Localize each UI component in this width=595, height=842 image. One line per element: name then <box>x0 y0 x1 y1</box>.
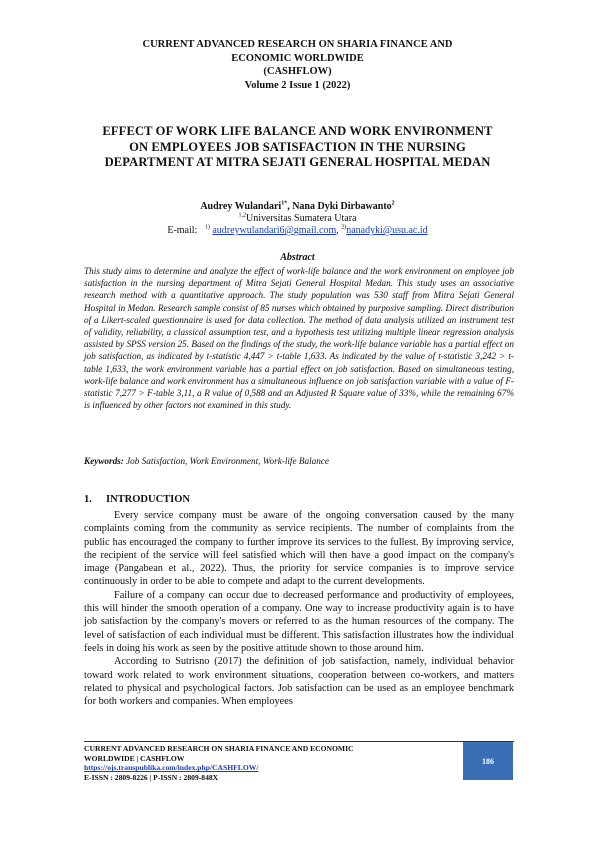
abstract-heading: Abstract <box>280 252 315 263</box>
affiliation-name: Universitas Sumatera Utara <box>245 213 357 224</box>
affiliation-mark: 1,2 <box>238 212 246 219</box>
paragraph: According to Sutrisno (2017) the definition of job satisfaction, namely, individual behavior toward work related to work environment situations, cooperation between co-workers, and matters related to physical and psychological factors. Job satisfaction can be used as an employee benchmark for both workers and companies. When employees <box>84 656 514 708</box>
footer-journal-line2: WORLDWIDE | CASHFLOW <box>84 753 185 763</box>
article-title: EFFECT OF WORK LIFE BALANCE AND WORK ENVIRONMENT ON EMPLOYEES JOB SATISFACTION IN THE NURSING DEPARTMENT AT MITRA SEJATI GENERAL HOSPITAL MEDAN <box>102 124 493 169</box>
author-block <box>60 201 535 237</box>
author-2: Nana Dyki Dirbawanto <box>292 201 392 212</box>
keywords-text: Job Satisfaction, Work Environment, Work-life Balance <box>123 456 329 466</box>
email-2-mark: 2) <box>341 224 347 231</box>
paragraph: Failure of a company can occur due to decreased performance and productivity of employees, this will hinder the smooth operation of a company. One way to increase productivity again is to have job satisfaction by the company's movers or referred to as the human resources of the company. The level of satisfaction of each individual must be different. This satisfaction illustrates how the individual feels in doing his work as seen by the positive attitude shown to those around him. <box>84 589 514 654</box>
email-separator: , <box>336 225 342 236</box>
email-line <box>60 225 535 237</box>
abstract-text: This study aims to determine and analyze the effect of work-life balance and the work environment on employee job satisfaction in the nursing department of Mitra Sejati General Hospital Medan. This study uses an associative research method with a quantitative approach. The study population was 530 staff from Mitra Sejati General Hospital in Medan. Research sample consist of 85 nurses which obtained by purposive sampling. Direct distribution of a Likert-scaled questionnaire is used for data collection. The method of data analysis utilized an instrument test of validity, reliability, a classical assumption test, and a hypothesis test utilizing multiple linear regression analysis assisted by SPSS version 25. Based on the findings of the study, the work-life balance variable has a partial effect on job satisfaction, as indicated by t-statistic 4,447 > t-table 1,633. As indicated by the value of t-statistic 3,242 > t-table 1,633, the work environment variable has a partial effect on job satisfaction. Based on simultaneous testing, work-life balance and work environment has a simultaneous influence on job satisfaction variable with a value of F-statistic 7,277 > F-table 3,11, a R value of 0,588 and an Adjusted R Square value of 33%, while the remaining 67% is influenced by other factors not examined in this study. <box>84 266 514 411</box>
page-number-badge: 186 <box>463 742 513 780</box>
email-1-link[interactable]: audreywulandari6@gmail.com <box>212 225 337 236</box>
author-2-mark: 2 <box>391 200 395 207</box>
keywords <box>84 456 514 466</box>
email-1-mark: 1) <box>204 224 210 231</box>
footer <box>84 744 454 782</box>
email-2-link[interactable]: nanadyki@usu.ac.id <box>346 225 428 236</box>
section-heading-introduction <box>84 494 190 505</box>
affiliation <box>60 213 535 225</box>
journal-header <box>90 38 505 92</box>
section-title: INTRODUCTION <box>106 494 191 505</box>
footer-issn: E-ISSN : 2809-8226 | P-ISSN : 2809-848X <box>84 772 219 782</box>
author-separator: , <box>287 201 293 212</box>
author-1-mark: 1* <box>281 200 288 207</box>
journal-name-line2: ECONOMIC WORLDWIDE <box>231 52 364 64</box>
email-label: E-mail: <box>167 225 198 236</box>
section-number: 1. <box>84 494 92 505</box>
journal-abbrev: (CASHFLOW) <box>263 66 332 77</box>
journal-volume: Volume 2 Issue 1 (2022) <box>244 79 351 91</box>
introduction-body <box>84 509 514 708</box>
author-1: Audrey Wulandari <box>200 201 282 212</box>
paragraph: Every service company must be aware of the ongoing conversation caused by the many complaints coming from the community as service recipients. The number of complaints from the public has encouraged the company to further improve its services to the fullest. By improving service, the recipient of the service will feel satisfied which will then have a good impact on the company's image (Pangabean et al., 2022). Thus, the priority for service companies is to improve service continuously in order to be able to compete and adapt to the current developments. <box>84 510 514 588</box>
keywords-label: Keywords: <box>84 456 124 466</box>
journal-url-link[interactable]: https://ojs.transpublika.com/index.php/CASHFLOW/ <box>84 763 259 773</box>
journal-name-line1: CURRENT ADVANCED RESEARCH ON SHARIA FINANCE AND <box>142 39 453 50</box>
author-names <box>60 201 535 213</box>
footer-divider <box>84 741 514 742</box>
footer-journal-line1: CURRENT ADVANCED RESEARCH ON SHARIA FINANCE AND ECONOMIC <box>84 744 354 753</box>
